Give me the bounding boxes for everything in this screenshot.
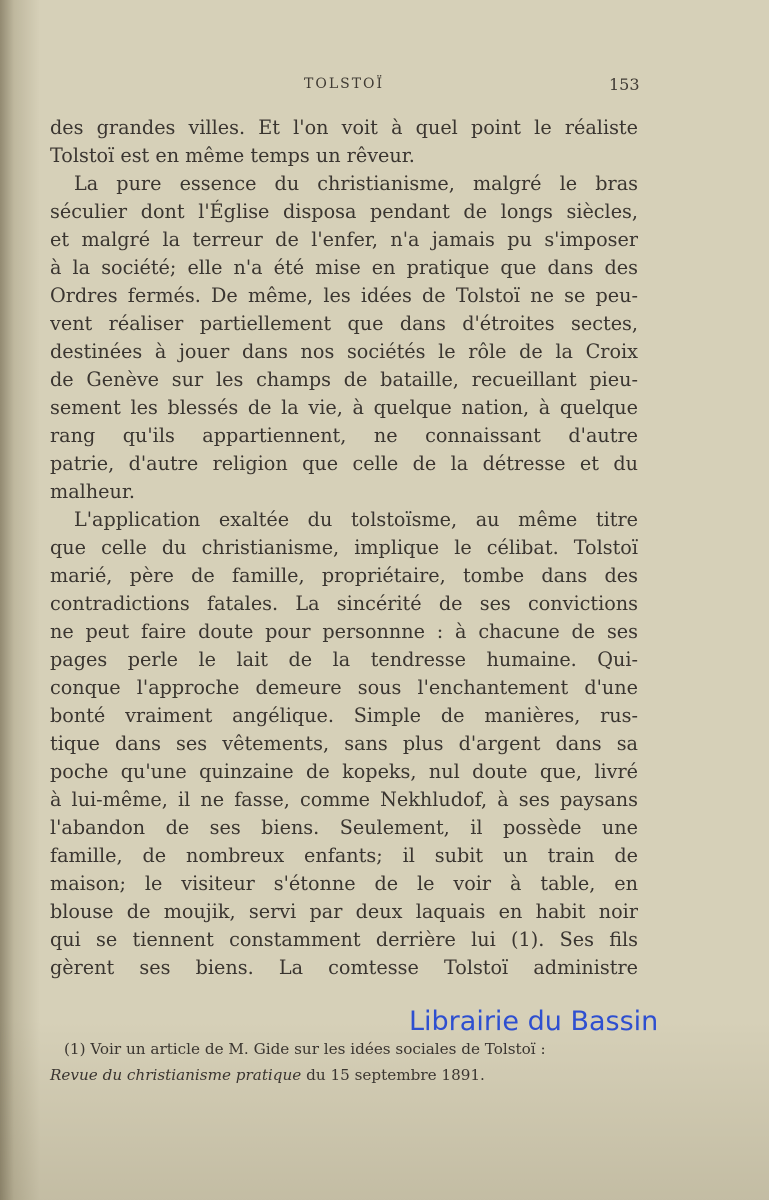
text-line: et malgré la terreur de l'enfer, n'a jamais pu s'imposer — [50, 228, 638, 251]
running-header-title: TOLSTOÏ — [304, 76, 385, 92]
text-line: famille, de nombreux enfants; il subit un train de — [50, 844, 638, 867]
text-line: Tolstoï est en même temps un rêveur. — [50, 144, 415, 167]
text-line: l'abandon de ses biens. Seulement, il possède une — [50, 816, 638, 839]
text-line: à la société; elle n'a été mise en pratique que dans des — [50, 256, 638, 279]
text-line: poche qu'une quinzaine de kopeks, nul doute que, livré — [50, 760, 638, 783]
text-line: tique dans ses vêtements, sans plus d'argent dans sa — [50, 732, 638, 755]
footnote-line: (1) Voir un article de M. Gide sur les idées sociales de Tolstoï : — [64, 1040, 546, 1058]
text-line: La pure essence du christianisme, malgré le bras — [74, 172, 638, 195]
text-line: malheur. — [50, 480, 136, 503]
page-number: 153 — [609, 75, 640, 94]
text-line: qui se tiennent constamment derrière lui (1). Ses fils — [50, 928, 638, 951]
text-line: sement les blessés de la vie, à quelque nation, à quelque — [50, 396, 638, 419]
footnote-date: du 15 septembre 1891. — [301, 1066, 485, 1084]
text-line: conque l'approche demeure sous l'enchantement d'une — [50, 676, 638, 699]
text-line: pages perle le lait de la tendresse humaine. Qui- — [50, 648, 638, 671]
text-line: bonté vraiment angélique. Simple de manières, rus- — [50, 704, 638, 727]
footnote-journal-title: Revue du christianisme pratique — [50, 1066, 302, 1084]
text-line: à lui-même, il ne fasse, comme Nekhludof, à ses paysans — [50, 788, 638, 811]
text-line: de Genève sur les champs de bataille, recueillant pieu- — [50, 368, 638, 391]
footnote — [50, 1036, 650, 1088]
text-line: maison; le visiteur s'étonne de le voir à table, en — [50, 872, 638, 895]
text-line: gèrent ses biens. La comtesse Tolstoï administre — [50, 956, 638, 979]
footnote-line — [50, 1062, 650, 1088]
text-line: blouse de moujik, servi par deux laquais en habit noir — [50, 900, 638, 923]
text-line: patrie, d'autre religion que celle de la détresse et du — [50, 452, 638, 475]
text-line: marié, père de famille, propriétaire, tombe dans des — [50, 564, 638, 587]
text-line: séculier dont l'Église disposa pendant de longs siècles, — [50, 200, 638, 223]
watermark-text: Librairie du Bassin — [409, 1006, 659, 1037]
text-line: ne peut faire doute pour personnne : à chacune de ses — [50, 620, 638, 643]
text-line: des grandes villes. Et l'on voit à quel point le réaliste — [50, 116, 638, 139]
text-line: destinées à jouer dans nos sociétés le rôle de la Croix — [50, 340, 638, 363]
body-text — [50, 114, 638, 982]
text-line: L'application exaltée du tolstoïsme, au même titre — [74, 508, 638, 531]
text-line: vent réaliser partiellement que dans d'étroites sectes, — [50, 312, 638, 335]
text-line: contradictions fatales. La sincérité de ses convictions — [50, 592, 638, 615]
text-line: rang qu'ils appartiennent, ne connaissant d'autre — [50, 424, 638, 447]
text-line: Ordres fermés. De même, les idées de Tolstoï ne se peu- — [50, 284, 638, 307]
text-line: que celle du christianisme, implique le célibat. Tolstoï — [50, 536, 638, 559]
